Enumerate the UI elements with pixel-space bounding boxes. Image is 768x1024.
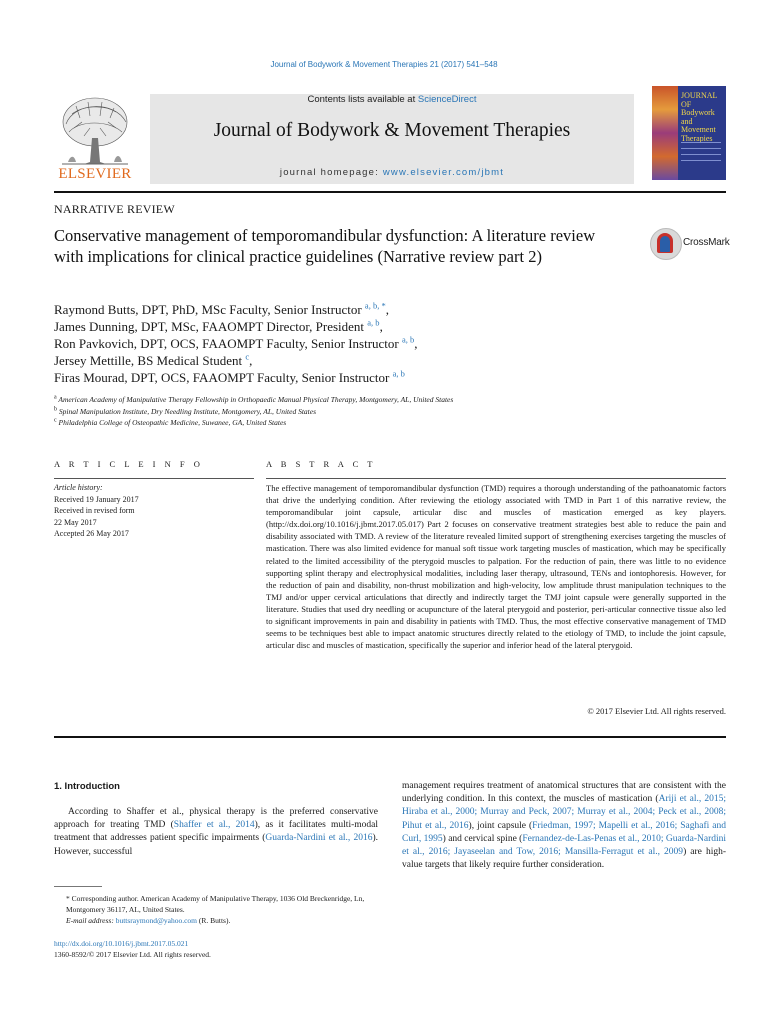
author-separator: ,: [249, 353, 253, 368]
paragraph: [54, 806, 378, 859]
sciencedirect-link[interactable]: ScienceDirect: [417, 94, 477, 105]
author-separator: ,: [385, 302, 389, 317]
author-name: James Dunning, DPT, MSc, FAAOMPT Director, President: [54, 319, 365, 334]
crossmark-label: CrossMark: [683, 237, 730, 248]
author-name: Jersey Mettille, BS Medical Student: [54, 353, 243, 368]
abstract-bottom-divider: [54, 736, 726, 738]
journal-cover-image[interactable]: [652, 86, 726, 180]
contents-prefix: Contents lists available at: [307, 94, 418, 105]
body-column-right: [402, 780, 726, 872]
author-affiliation-link[interactable]: a, b: [367, 317, 380, 328]
author-affiliation-link[interactable]: c: [245, 351, 250, 362]
cover-art: [652, 86, 678, 180]
citation-link[interactable]: Fernandez-de-Las-Penas et al., 2010; Guarda-Nardini et al., 2016; Jayaseelan and Tow, 2016; Mansilla-Ferragut et al., 2009: [402, 833, 727, 858]
author-affiliation-link[interactable]: a, b: [392, 368, 405, 379]
author-separator: ,: [414, 336, 418, 351]
history-received: Received 19 January 2017: [54, 494, 139, 504]
paper-title: Conservative management of temporomandibular dysfunction: A literature review with implications for clinical practice guidelines (Narrative review part 2): [54, 226, 596, 266]
abstract-heading: A B S T R A C T: [266, 459, 376, 469]
author-line: [54, 335, 654, 352]
bottom-meta: [54, 938, 211, 960]
history-label: Article history:: [54, 483, 103, 492]
citation-link[interactable]: Friedman, 1997; Mapelli et al., 2016; Saghafi and Curl, 1995: [402, 820, 727, 844]
cover-title: JOURNAL OF Bodywork and Movement Therapies: [681, 91, 718, 143]
article-info-heading: A R T I C L E I N F O: [54, 459, 204, 469]
history-revised-date: 22 May 2017: [54, 517, 97, 527]
crossmark-button[interactable]: [650, 228, 730, 262]
author-line: [54, 369, 654, 386]
corresponding-author-footnote: [54, 893, 384, 926]
author-line: [54, 301, 654, 318]
paragraph: [402, 780, 726, 872]
author-line: [54, 318, 654, 335]
affiliation-text: Spinal Manipulation Institute, Dry Needling Institute, Montgomery, AL, United States: [58, 406, 317, 416]
author-affiliation-link[interactable]: a, b: [402, 334, 415, 345]
email-label: E-mail address:: [66, 916, 116, 925]
journal-title: Journal of Bodywork & Movement Therapies: [213, 120, 571, 141]
cover-line: [681, 160, 721, 161]
author-name: Raymond Butts, DPT, PhD, MSc Faculty, Senior Instructor: [54, 302, 362, 317]
contents-line: [150, 94, 634, 105]
abstract-divider: [266, 478, 726, 479]
affiliation: [54, 417, 694, 429]
text-run: ) and cervical spine (: [442, 833, 523, 844]
section-heading-introduction: 1. Introduction: [54, 781, 120, 792]
affiliation-marker: b: [54, 406, 57, 412]
email-suffix: (R. Butts).: [197, 916, 231, 925]
footnote-divider: [54, 886, 102, 887]
author-line: [54, 352, 654, 369]
affiliation-marker: c: [54, 417, 57, 424]
footnote-email-line: [54, 915, 384, 926]
citation-link[interactable]: Shaffer et al., 2014: [173, 820, 255, 831]
affiliation: [54, 406, 694, 418]
text-run: According to Shaffer et al., physical therapy is the preferred conservative approach for treating TMD (: [54, 807, 378, 831]
header-divider: [54, 191, 726, 193]
citation-link[interactable]: Ariji et al., 2015; Hiraba et al., 2000; Murray and Peck, 2007; Murray et al., 2004; Peck et al., 2008; Pihut et al., 2016: [402, 794, 727, 831]
issn-copyright: 1360-8592/© 2017 Elsevier Ltd. All rights reserved.: [54, 950, 211, 959]
abstract-copyright: © 2017 Elsevier Ltd. All rights reserved.: [587, 706, 726, 716]
text-run: ). However, successful: [54, 833, 378, 857]
info-divider: [54, 478, 254, 479]
footnote-text: Corresponding author. American Academy of Manipulative Therapy, 1036 Old Breckenridge, Ln, Montgomery 36117, AL, United States.: [66, 894, 365, 914]
cover-line: [681, 154, 721, 155]
email-link[interactable]: buttsraymond@yahoo.com: [115, 916, 197, 925]
homepage-prefix: journal homepage:: [279, 167, 383, 178]
affiliation-marker: a: [54, 394, 57, 401]
author-separator: ,: [379, 319, 383, 334]
body-column-left: [54, 806, 378, 859]
affiliation-text: American Academy of Manipulative Therapy Fellowship in Orthopaedic Manual Physical Therapy, Montgomery, AL, United States: [58, 395, 454, 404]
author-name: Firas Mourad, DPT, OCS, FAAOMPT Faculty, Senior Instructor: [54, 370, 390, 385]
footnote-line: [54, 893, 384, 915]
text-run: ), joint capsule (: [468, 820, 533, 831]
journal-reference[interactable]: Journal of Bodywork & Movement Therapies 21 (2017) 541–548: [270, 60, 498, 69]
text-run: ), as it facilitates multi-modal treatment that addresses patient specific impairments (: [54, 820, 378, 844]
author-list: [54, 301, 654, 386]
footnote-marker: *: [66, 894, 70, 903]
affiliation-list: [54, 394, 694, 429]
author-name: Ron Pavkovich, DPT, OCS, FAAOMPT Faculty, Senior Instructor: [54, 336, 399, 351]
article-history: [54, 482, 254, 540]
affiliation: [54, 394, 694, 406]
doi-link[interactable]: http://dx.doi.org/10.1016/j.jbmt.2017.05.021: [54, 939, 189, 948]
abstract-text: The effective management of temporomandibular dysfunction (TMD) requires a thorough understanding of the pathoanatomic factors that drive the underlying condition. After reviewing the etiology associated with TMD in Part 1 of this narrative review, the temporomandibular joint capsule, articular disc and muscles of mastication emerged as key players. (http://dx.doi.org/10.1016/j.jbmt.2017.05.017) Part 2 focuses on conservative treatment strategies best able to reduce the pain and disability associated with TMD. A review of the literature revealed limited support of strengthening exercises targeting the muscles of mastication. There was also limited evidence for manual soft tissue work targeting muscles of mastication, which may be specifically related to the limited accessibility of the pterygoid muscles to palpation. For the reduction of pain, there was little to no evidence supporting splint therapy and electrophysical modalities, including laser therapy, ultrasound, TENs and iontophoresis. However, for the reduction of pain and disability, non-thrust mobilization and high-velocity, low amplitude thrust manipulation techniques to the TMJ and/or upper cervical articulations that directly and indirectly target the TMJ joint capsule were generally supported in the literature. Studies that used dry needling or acupuncture of the lateral pterygoid and posterior, peri-articular connective tissue also led to significant improvements in pain and disability in patients with TMD. Thus, the most effective conservative management of TMD seems to be techniques best able to impact anatomic structures directly related to the etiology of TMD, to include the joint capsule, articular disc and muscles of mastication, specifically the superior and inferior head of the lateral pterygoid.: [266, 483, 726, 651]
cover-line: [681, 148, 721, 149]
author-affiliation-link[interactable]: a, b, *: [364, 300, 386, 311]
homepage-line: [150, 167, 634, 178]
text-run: management requires treatment of anatomical structures that are consistent with the underlying condition. In this context, the muscles of mastication (: [402, 781, 726, 805]
history-revised: Received in revised form: [54, 506, 135, 515]
citation-link[interactable]: Guarda-Nardini et al., 2016: [265, 833, 373, 844]
article-type: NARRATIVE REVIEW: [54, 202, 175, 216]
history-accepted: Accepted 26 May 2017: [54, 529, 129, 538]
publisher-wordmark: ELSEVIER: [58, 166, 132, 182]
text-run: ) are high-value targets that likely require further consideration.: [402, 847, 726, 871]
homepage-link[interactable]: www.elsevier.com/jbmt: [382, 167, 505, 178]
cover-line: [681, 142, 721, 143]
crossmark-icon-blue: [660, 236, 670, 252]
affiliation-text: Philadelphia College of Osteopathic Medicine, Suwanee, GA, United States: [58, 418, 287, 427]
